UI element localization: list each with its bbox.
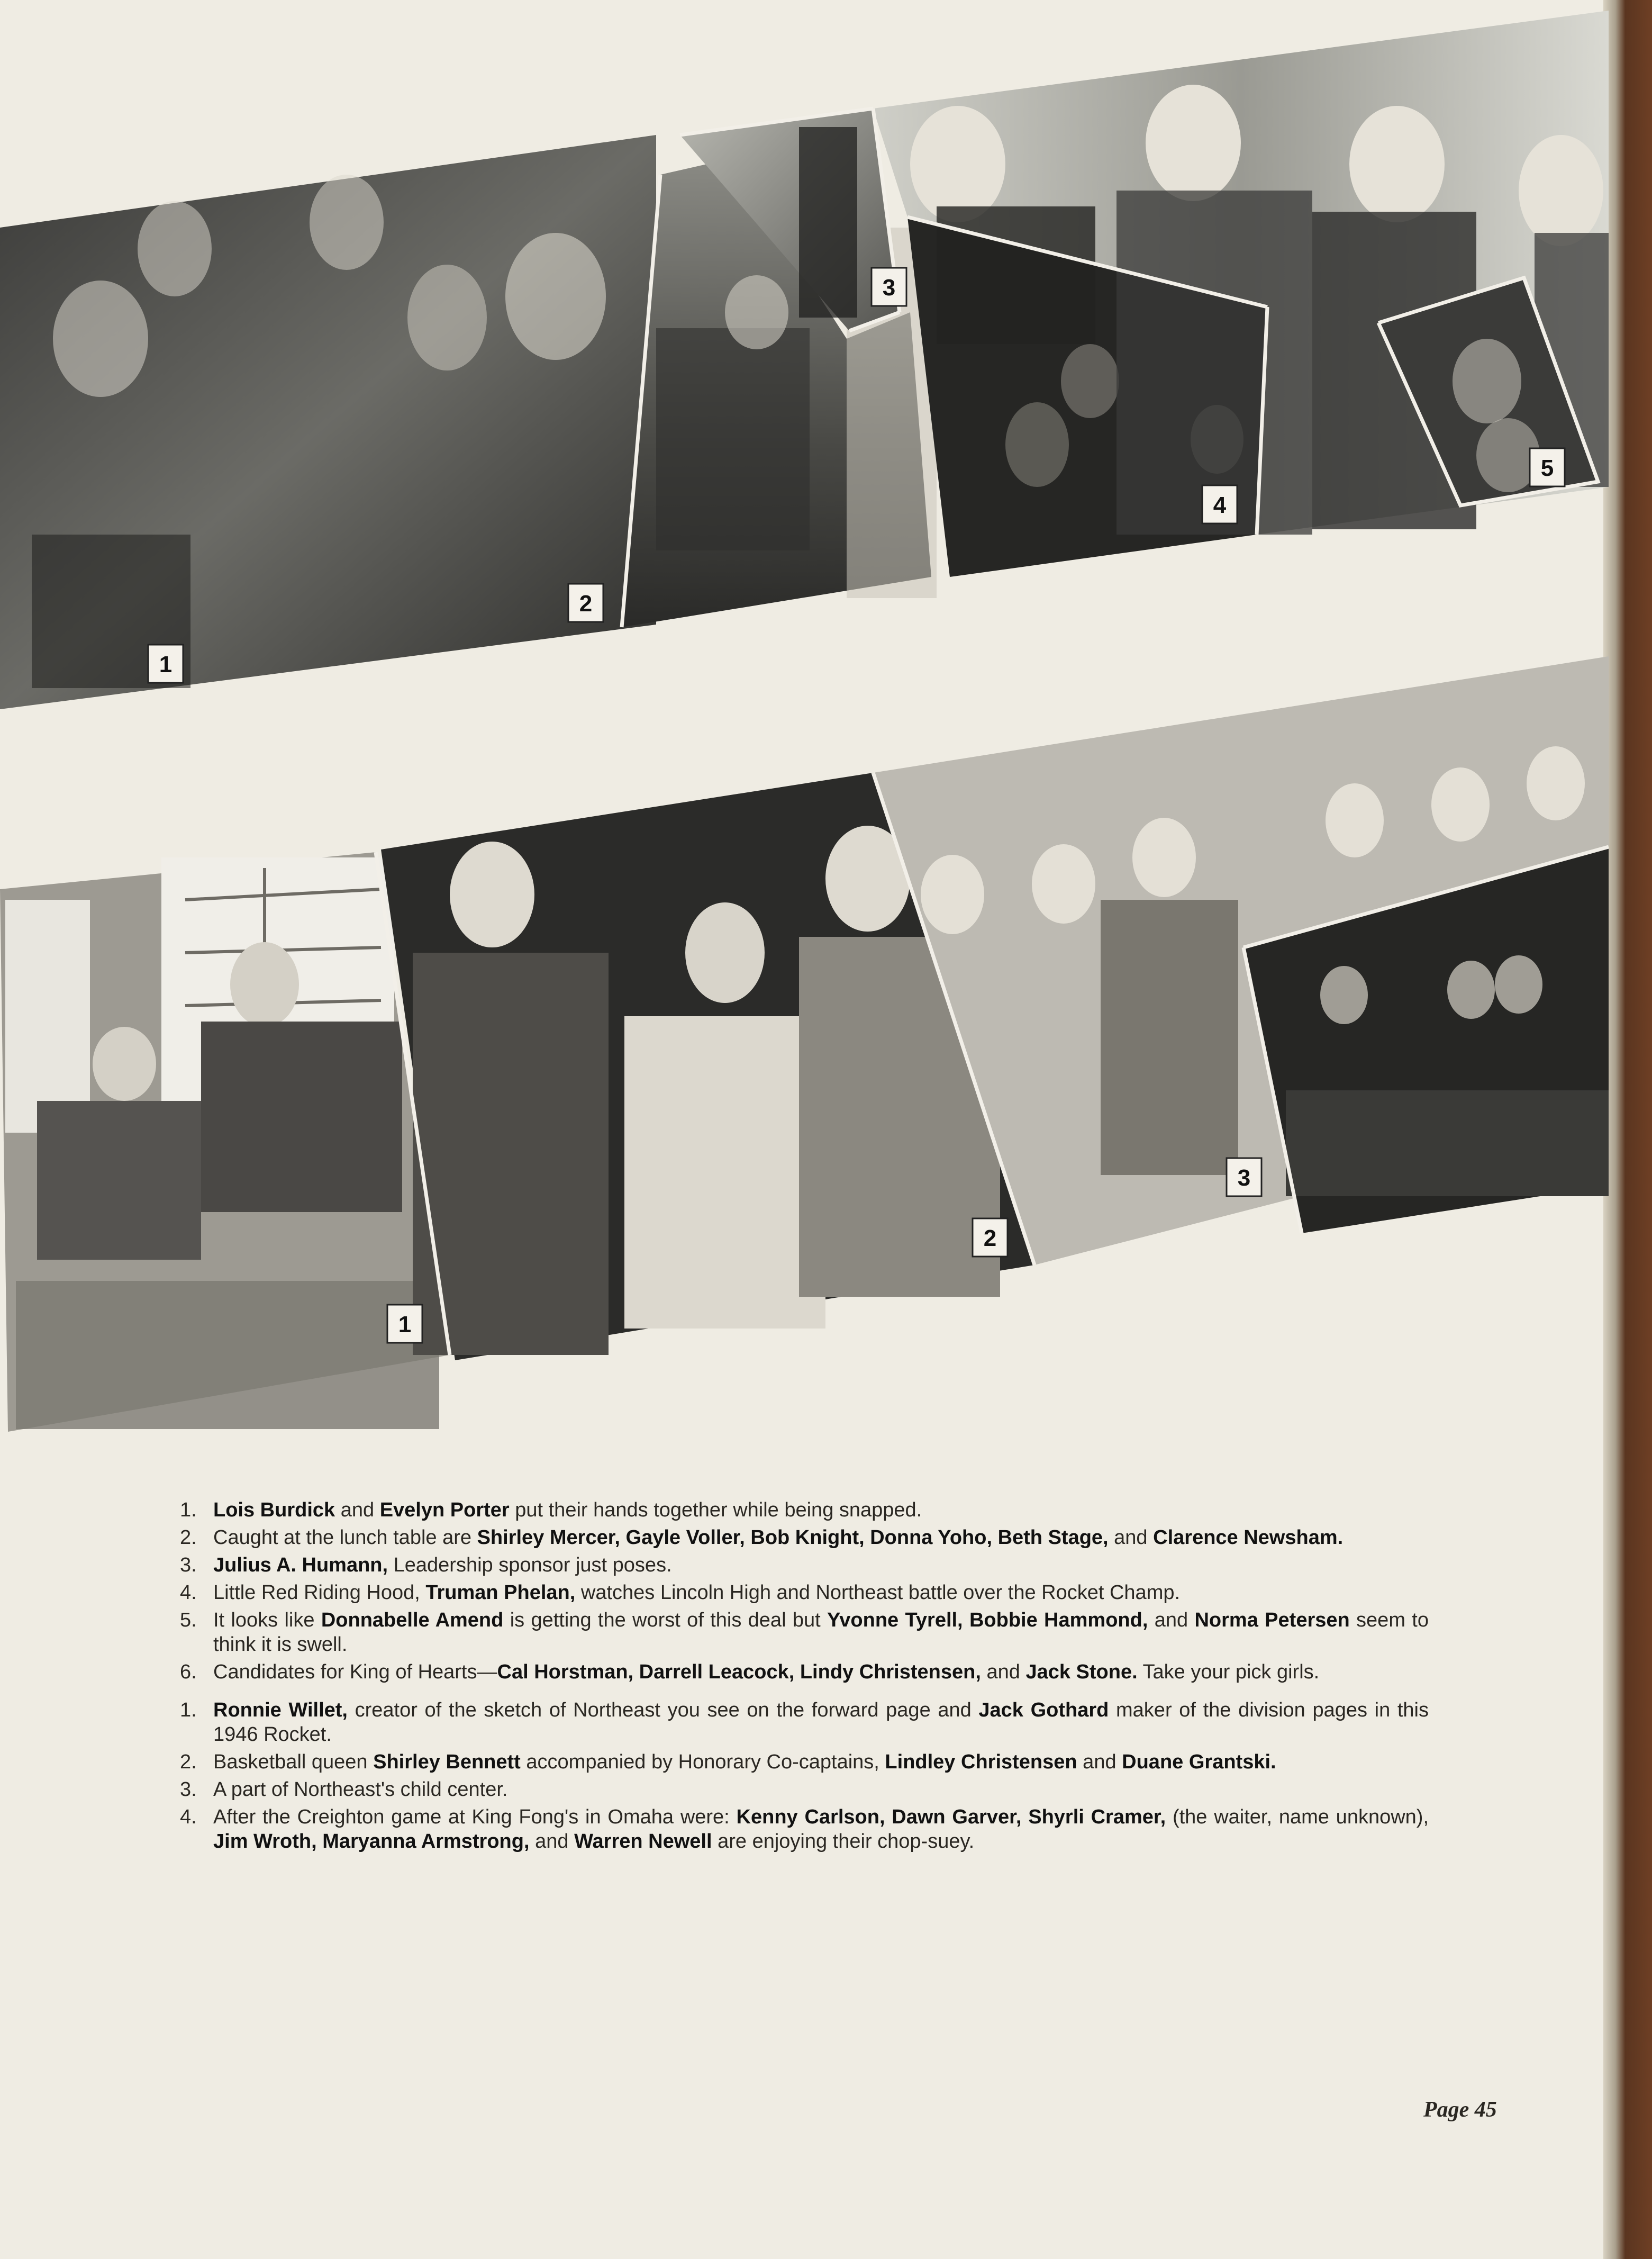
caption-name: Donnabelle Amend — [321, 1609, 504, 1631]
caption-text — [213, 1554, 672, 1576]
caption-name: Julius A. Humann, — [213, 1554, 388, 1576]
caption-name: Yvonne Tyrell, Bobbie Hammond, — [827, 1609, 1148, 1631]
caption-name: Norma Petersen — [1194, 1609, 1350, 1631]
photo-number-badge — [568, 584, 603, 622]
caption-phrase: are enjoying their chop-suey. — [712, 1830, 975, 1853]
caption-text — [213, 1699, 1429, 1746]
caption-name: Duane Grantski. — [1122, 1751, 1276, 1773]
photo-number-badge — [387, 1305, 422, 1343]
caption-name: Lois Burdick — [213, 1499, 335, 1521]
caption-number: 6. — [180, 1661, 197, 1683]
caption-phrase: watches Lincoln High and Northeast battle over the Rocket Champ. — [575, 1582, 1181, 1604]
caption-item — [180, 1750, 1429, 1774]
caption-name: Evelyn Porter — [379, 1499, 510, 1521]
bottom-badge-number: 1 — [398, 1312, 412, 1338]
caption-phrase: maker of the division pages in this 1946 Rocket. — [213, 1699, 1429, 1746]
captions-top-photos — [180, 1498, 1429, 1684]
caption-phrase: seem to think it is swell. — [213, 1609, 1429, 1656]
caption-phrase: put their hands together while being snapped. — [509, 1499, 922, 1521]
caption-name: Cal Horstman, Darrell Leacock, Lindy Christensen, — [497, 1661, 981, 1683]
photo-number-badge — [872, 268, 906, 306]
caption-number: 2. — [180, 1526, 197, 1549]
caption-item — [180, 1698, 1429, 1747]
caption-phrase: A part of Northeast's child center. — [213, 1778, 508, 1801]
top-badge-number: 3 — [882, 275, 896, 301]
caption-phrase: Caught at the lunch table are — [213, 1526, 477, 1549]
caption-text — [213, 1778, 507, 1801]
caption-phrase: (the waiter, name unknown), — [1166, 1806, 1429, 1828]
caption-phrase: Basketball queen — [213, 1751, 374, 1773]
caption-item — [180, 1805, 1429, 1854]
caption-number: 1. — [180, 1499, 197, 1521]
top-badge-number: 4 — [1213, 492, 1227, 518]
caption-number: 3. — [180, 1554, 197, 1576]
caption-phrase: and — [335, 1499, 380, 1521]
caption-phrase: and — [529, 1830, 575, 1853]
caption-item — [180, 1525, 1429, 1550]
caption-number: 2. — [180, 1751, 197, 1773]
photo-number-badge — [1227, 1158, 1261, 1196]
bottom-badge-number: 2 — [983, 1225, 997, 1251]
caption-text — [213, 1661, 1319, 1683]
caption-name: Shirley Mercer, Gayle Voller, Bob Knight, Donna Yoho, Beth Stage, — [477, 1526, 1109, 1549]
caption-phrase: and — [981, 1661, 1026, 1683]
top-badge-number: 2 — [579, 591, 593, 617]
caption-item — [180, 1660, 1429, 1684]
caption-name: Truman Phelan, — [425, 1582, 576, 1604]
caption-block — [180, 1498, 1429, 1867]
caption-phrase: is getting the worst of this deal but — [503, 1609, 828, 1631]
page-number: Page 45 — [1423, 2098, 1497, 2122]
caption-phrase: Take your pick girls. — [1137, 1661, 1320, 1683]
caption-text — [213, 1582, 1180, 1604]
caption-number: 1. — [180, 1699, 197, 1721]
caption-item — [180, 1498, 1429, 1522]
photo-number-badge — [1530, 448, 1565, 486]
photo-number-badge — [1202, 485, 1237, 523]
caption-phrase: creator of the sketch of Northeast you see on the forward page and — [347, 1699, 979, 1721]
caption-phrase: and — [1108, 1526, 1154, 1549]
caption-number: 4. — [180, 1806, 197, 1828]
caption-item — [180, 1553, 1429, 1577]
caption-item — [180, 1608, 1429, 1657]
caption-name: Clarence Newsham. — [1153, 1526, 1344, 1549]
caption-name: Jim Wroth, Maryanna Armstrong, — [213, 1830, 530, 1853]
caption-text — [213, 1806, 1429, 1853]
caption-name: Warren Newell — [574, 1830, 712, 1853]
caption-number: 4. — [180, 1582, 197, 1604]
caption-text — [213, 1751, 1276, 1773]
caption-phrase: accompanied by Honorary Co-captains, — [520, 1751, 885, 1773]
photo-number-badge — [973, 1218, 1007, 1257]
caption-phrase: After the Creighton game at King Fong's in Omaha were: — [213, 1806, 737, 1828]
bottom-photo-band — [0, 656, 1609, 1432]
caption-item — [180, 1777, 1429, 1802]
top-badge-number: 1 — [159, 652, 173, 677]
captions-bottom-photos — [180, 1698, 1429, 1854]
photo-number-badge — [148, 645, 183, 683]
caption-phrase: Little Red Riding Hood, — [213, 1582, 426, 1604]
top-badge-number: 5 — [1540, 455, 1554, 481]
caption-name: Jack Gothard — [978, 1699, 1109, 1721]
caption-text — [213, 1499, 922, 1521]
caption-phrase: Candidates for King of Hearts— — [213, 1661, 497, 1683]
caption-text — [213, 1526, 1343, 1549]
caption-phrase: Leadership sponsor just poses. — [388, 1554, 672, 1576]
caption-name: Jack Stone. — [1025, 1661, 1138, 1683]
caption-name: Ronnie Willet, — [213, 1699, 348, 1721]
caption-item — [180, 1580, 1429, 1605]
top-photo-band — [0, 11, 1609, 709]
caption-number: 3. — [180, 1778, 197, 1801]
caption-name: Lindley Christensen — [885, 1751, 1077, 1773]
caption-phrase: and — [1148, 1609, 1195, 1631]
caption-name: Shirley Bennett — [373, 1751, 521, 1773]
caption-phrase: It looks like — [213, 1609, 321, 1631]
caption-name: Kenny Carlson, Dawn Garver, Shyrli Cramer, — [736, 1806, 1166, 1828]
caption-text — [213, 1609, 1429, 1656]
caption-number: 5. — [180, 1609, 197, 1631]
caption-phrase: and — [1077, 1751, 1122, 1773]
bottom-badge-number: 3 — [1237, 1165, 1251, 1191]
